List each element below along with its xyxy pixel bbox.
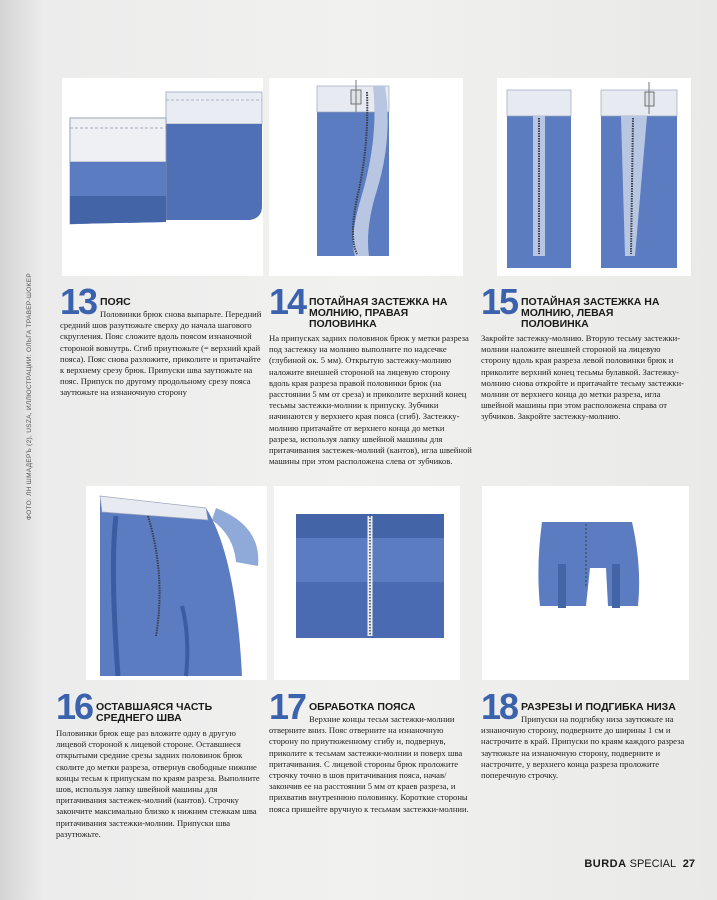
step-number: 16 <box>56 686 93 727</box>
page-footer <box>584 858 695 870</box>
step-body: Припуски на подгибку низа заутюжьте на изнаночную сторону, подверните до ширины 1 см и настрочите в край. Припуски по краям каждого разреза заутюжьте на изнаночную сторону, подверните и настрочите, у верхнего конца разреза проложите поперечную строчку. <box>481 714 685 781</box>
magazine-edition: SPECIAL <box>629 858 676 870</box>
step-body: Верхние концы тесьм застежки-молнии отверните вниз. Пояс отверните на изнаночную сторону по приутюженному сгибу и, подвернув, приколите к тесьмам застежки-молнии и поверх шва притачивания. С лицевой стороны брюк проложите строчку точно в шов притачивания пояса, начав/закончив ее на расстоянии 5 мм от краев разреза, и прихватив внутреннюю половинку. Короткие стороны пояса пришейте вручную к тесьмам застежки-молнии. <box>269 714 469 814</box>
illustration-step-18 <box>482 486 689 680</box>
illustration-step-16 <box>86 486 267 680</box>
step-18 <box>481 686 685 792</box>
step-title: ОСТАВШАЯСЯ ЧАСТЬ СРЕДНЕГО ШВА <box>96 701 213 724</box>
step-body: Половинки брюк еще раз вложите одну в другую лицевой стороной к лицевой стороне. Оставшиеся открытыми средние срезы задних половинок брюк сколите до метки разреза, отвернув свободные нижние концы тесьм к припускам по краям разреза. Выполните шов, используя лапку швейной машины для притачивания застежек-молний (кантов). Строчку закончите максимально близко к нижним стежкам шва притачивания застежки-молнии. Припуски шва разутюжьте. <box>56 728 260 839</box>
magazine-brand: BURDA <box>584 858 627 870</box>
page-number: 27 <box>682 858 695 870</box>
step-title: ОБРАБОТКА ПОЯСА <box>309 701 416 713</box>
photo-credit: ФОТО: ЛН ШМАДЕРЪ (2), USZA, ИЛЛЮСТРАЦИИ: ОЛЬГА ТРАВЕР-ШОКЕР <box>26 273 33 520</box>
illustration-step-13 <box>62 78 263 276</box>
illustration-step-14 <box>269 78 463 276</box>
step-15 <box>481 281 685 447</box>
step-title: ПОЯС <box>100 296 131 308</box>
step-body: Половинки брюк снова выпарьте. Передний средний шов разутюжьте сверху до начала шагового скругления. Пояс сложите вдоль поясом изнаночной стороной вовнутрь. Сгиб приутюжьте (= верхний край пояса). Пояс снова разложите, приколите и притачайте к верхнему срезу брюк. Припуски шва заутюжьте на пояс. Припуск по другому продольному срезу пояса заутюжьте на изнаночную сторону <box>60 309 262 398</box>
step-body: Закройте застежку-молнию. Вторую тесьму застежки-молнии наложите внешней стороной на лицевую сторону вдоль края разреза левой половинки брюк и приколите верхний конец тесьмы булавкой. Застежку-молнию снова откройте и притачайте тесьму застежки-молнии от верхнего конца до метки разреза, игла швейной машины при этом расположена справа от зубчиков. Закройте застежку-молнию. <box>481 333 684 422</box>
step-13 <box>60 281 264 407</box>
step-17 <box>269 686 473 832</box>
step-number: 14 <box>269 281 306 322</box>
step-number: 15 <box>481 281 518 322</box>
step-14 <box>269 281 472 477</box>
step-number: 13 <box>60 281 97 322</box>
step-number: 17 <box>269 686 306 727</box>
step-16 <box>56 686 264 842</box>
illustration-step-17 <box>274 486 460 680</box>
step-title: РАЗРЕЗЫ И ПОДГИБКА НИЗА <box>521 701 676 713</box>
illustration-step-15 <box>497 78 691 276</box>
step-title: ПОТАЙНАЯ ЗАСТЕЖКА НА МОЛНИЮ, ЛЕВАЯ ПОЛОВИНКА <box>521 296 660 330</box>
step-title: ПОТАЙНАЯ ЗАСТЕЖКА НА МОЛНИЮ, ПРАВАЯ ПОЛОВИНКА <box>309 296 448 330</box>
step-body: На припусках задних половинок брюк у метки разреза под застежку на молнию выполните по надсечке (глубиной ок. 5 мм). Открытую застежку-молнию наложите внешней стороной на лицевую сторону вдоль края разреза правой половинки брюк (на расстоянии 5 мм от среза) и приколите верхний конец тесьмы застежки-молнии к припуску. Зубчики начинаются у верхнего края пояса (сгиб). Застежку-молнию притачайте от верхнего конца до метки разреза, используя лапку швейной машины для притачивания застежек-молний (кантов), игла швейной машины при этом расположена слева от зубчиков. <box>269 333 472 467</box>
step-number: 18 <box>481 686 518 727</box>
